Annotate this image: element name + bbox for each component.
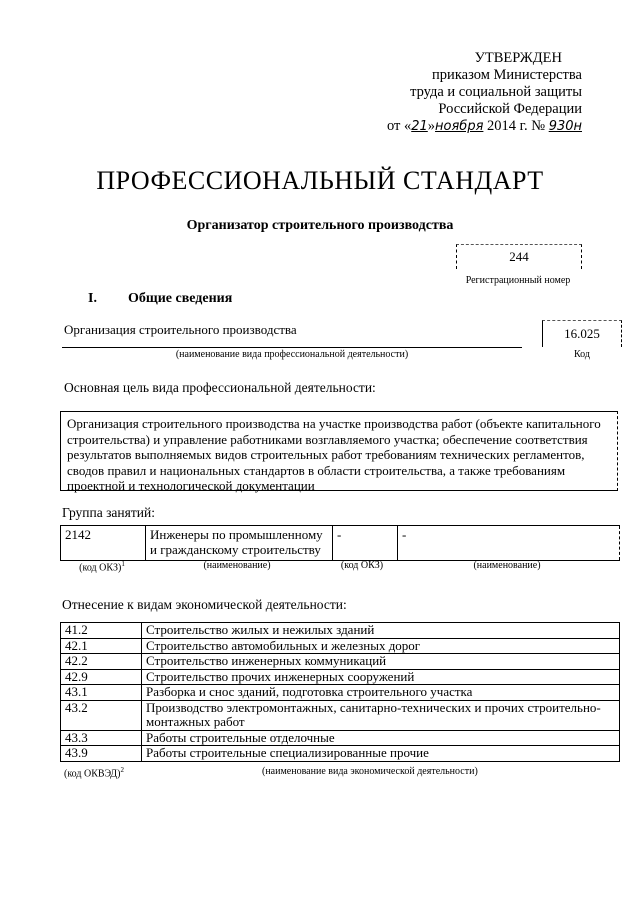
okved-name: Разборка и снос зданий, подготовка строительного участка: [142, 685, 620, 701]
okved-code: 42.2: [61, 654, 142, 670]
activity-code-box: [542, 320, 622, 347]
occupation-group-table: [60, 525, 620, 561]
approval-line-1: приказом Министерства: [432, 67, 582, 83]
activity-code: 16.025: [564, 326, 600, 341]
caption-okz-code-1: (код ОКЗ)$^1$: [79, 560, 125, 574]
okved-name: Работы строительные специализированные прочие: [142, 746, 620, 762]
section-title: Общие сведения: [128, 291, 233, 306]
footnote-1: 1: [121, 560, 125, 568]
table-row: [61, 700, 620, 730]
approval-heading: УТВЕРЖДЕН: [474, 50, 562, 66]
document-title: ПРОФЕССИОНАЛЬНЫЙ СТАНДАРТ: [96, 166, 544, 195]
okved-code: 43.3: [61, 730, 142, 746]
activity-code-label: Код: [574, 349, 590, 360]
okz-code-1: 2142: [61, 526, 146, 561]
goal-text: Организация строительного производства на участке производства работ (объекте капитального строительства) и управление работниками возглавляемого участка; обеспечение соответствия результатов выполняемых видов строительных работ требованиям технических регламентов, сводов правил и национальных стандартов в области строительства, а также требованиям проектной и технологической документации: [67, 416, 601, 493]
document-subtitle: Организатор строительного производства: [186, 218, 454, 233]
approval-block: [322, 50, 582, 135]
caption-okved-code: (код ОКВЭД)$^2$: [64, 766, 124, 780]
footnote-2: 2: [120, 766, 124, 774]
okved-name: Производство электромонтажных, санитарно-технических и прочих строительно-монтажных работ: [142, 700, 620, 730]
table-row: [61, 669, 620, 685]
economic-activities-label: Отнесение к видам экономической деятельности:: [62, 597, 347, 612]
date-month-handwritten: ноября: [435, 119, 484, 134]
activity-underline: [62, 347, 522, 348]
registration-number-box: [456, 244, 582, 269]
caption-okz-name-1: (наименование): [203, 560, 271, 571]
activity-name: Организация строительного производства: [64, 322, 297, 337]
approval-date: [322, 118, 582, 135]
table-row: [61, 638, 620, 654]
okved-code: 41.2: [61, 623, 142, 639]
table-row: [61, 526, 620, 561]
okz-name-1: Инженеры по промышленному и гражданскому строительству: [146, 526, 333, 561]
okz-name-2: -: [398, 526, 620, 561]
approval-line-2: труда и социальной защиты: [410, 84, 582, 100]
table-row: [61, 685, 620, 701]
caption-okved-name: (наименование вида экономической деятельности): [262, 766, 478, 777]
section-heading: [88, 291, 232, 307]
okved-code: 43.2: [61, 700, 142, 730]
caption-okz-name-2: (наименование): [473, 560, 541, 571]
okved-code: 42.1: [61, 638, 142, 654]
okved-code: 42.9: [61, 669, 142, 685]
okved-name: Строительство автомобильных и железных дорог: [142, 638, 620, 654]
table-row: [61, 746, 620, 762]
okz-code-2: -: [333, 526, 398, 561]
table-row: [61, 654, 620, 670]
okved-name: Строительство жилых и нежилых зданий: [142, 623, 620, 639]
registration-label: Регистрационный номер: [465, 275, 571, 286]
caption-okz-code-2: (код ОКЗ): [340, 560, 384, 571]
occupation-group-label: Группа занятий:: [62, 505, 155, 520]
goal-text-box: [60, 411, 618, 491]
okved-name: Строительство прочих инженерных сооружений: [142, 669, 620, 685]
okved-code: 43.9: [61, 746, 142, 762]
date-prefix: от «: [386, 118, 412, 134]
date-mid: »: [427, 118, 436, 134]
table-row: [61, 623, 620, 639]
section-number: I.: [88, 291, 97, 306]
goal-label: Основная цель вида профессиональной деятельности:: [64, 380, 376, 395]
okved-name: Строительство инженерных коммуникаций: [142, 654, 620, 670]
order-number-handwritten: 930н: [548, 119, 582, 134]
date-year: 2014 г. №: [487, 118, 546, 134]
okved-name: Работы строительные отделочные: [142, 730, 620, 746]
economic-activities-table: [60, 622, 620, 762]
approval-line-3: Российской Федерации: [438, 101, 582, 117]
date-day-handwritten: 21: [411, 119, 428, 134]
table-row: [61, 730, 620, 746]
activity-caption: (наименование вида профессиональной деятельности): [175, 349, 409, 360]
registration-number: 244: [509, 249, 529, 264]
okved-code: 43.1: [61, 685, 142, 701]
